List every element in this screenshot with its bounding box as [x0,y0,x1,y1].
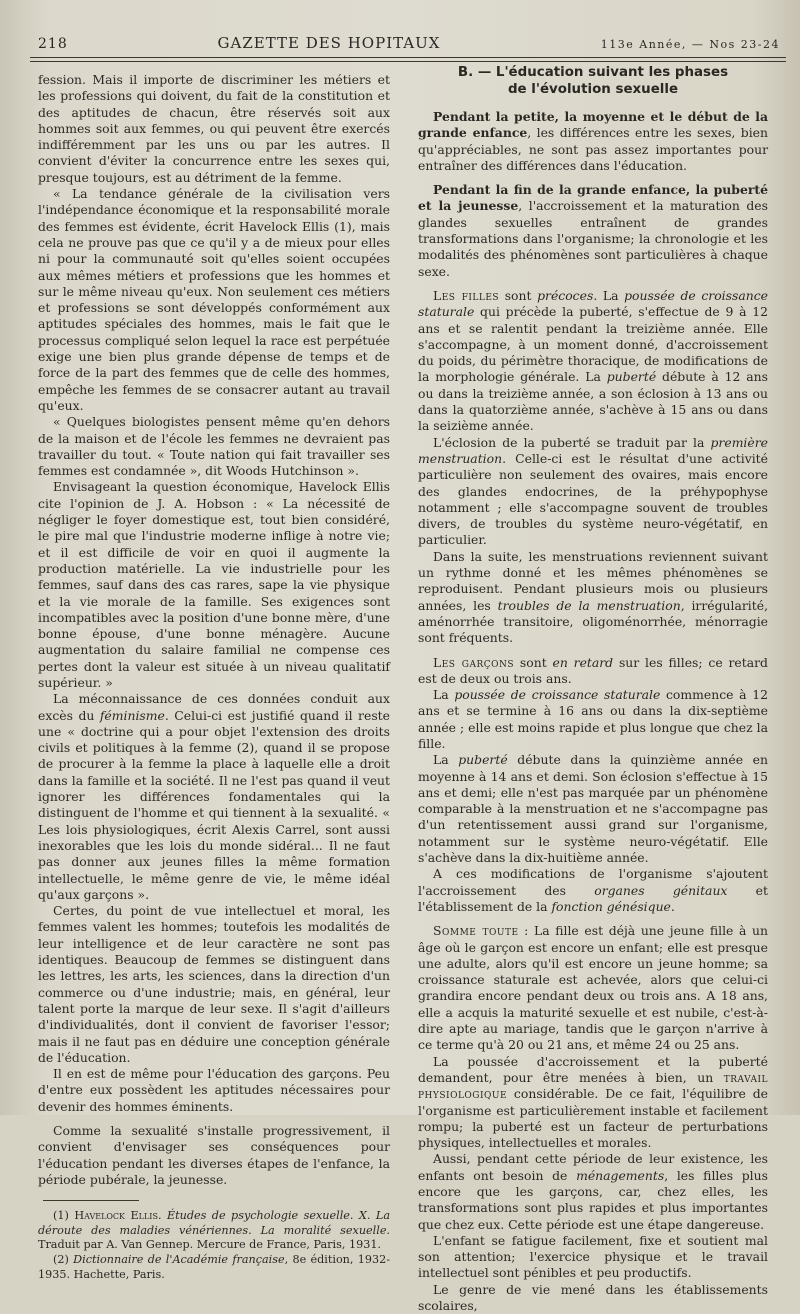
text-run: , irrégularité, aménorrhée transitoire, oligoménorrhée, ménorragie sont fréquents. [418,597,769,646]
text-run: L'éclosion de la puberté se traduit par la [433,434,711,450]
footnotes [38,1209,390,1282]
text-run: , les filles plus encore que les garçons, car, chez elles, les transformations sont plus rapides et plus importantes que chez eux. Cette période est une étape dangereuse. [418,1167,768,1232]
small-caps-lead: Les garçons [433,654,515,670]
footnote-author: Havelock Ellis [74,1209,158,1223]
paragraph [418,923,768,1053]
italic-term: puberté [606,369,657,385]
paragraph [418,1054,768,1152]
paragraph [418,288,768,435]
text-run: La [433,687,455,703]
text-run: commence à 12 ans et se termine à 16 ans ou dans la dix-septième année ; elle est moins rapide et plus longue que chez la fille. [418,687,768,751]
footnote-1 [38,1209,390,1253]
text-run: La poussée d'accroissement et la puberté demandent, pour être menées à bien, un [418,1053,768,1085]
paragraph [418,435,768,549]
paragraph [418,687,768,752]
footnote-2 [38,1253,390,1282]
text-run: : La fille est déjà une jeune fille à un âge où le garçon est encore un enfant; elle est presque une adulte, alors qu'il est encore un jeune homme; sa croissance staturale est achevée, alors que celui-ci grandira encore pendant deux ou trois ans. A 18 ans, elle a acquis la maturité sexuelle et est nubile, c'est-à-dire apte au mariage, tandis que le garçon n'arrive à ce terme qu'à 20 ou 21 ans, et même 24 ou 25 ans. [418,923,768,1053]
paragraph [418,549,768,647]
italic-term: poussée de croissance staturale [454,687,661,703]
italic-term: ménagements [576,1167,665,1183]
text-run: , les différences entre les sexes, bien qu'appréciables, ne sont pas assez importantes pour entraîner des différences dans l'éducation. [418,125,768,173]
italic-term: troubles de la menstruation [497,597,681,613]
paragraph [418,1151,768,1232]
footnote-text: , 8e édition, 1932-1935. Hachette, Paris. [38,1252,390,1281]
small-caps-lead: Les filles [433,287,500,303]
footnote-number: (1) [53,1209,75,1223]
text-run: La méconnaissance de ces données conduit aux excès du [38,691,390,723]
small-caps-term: travail physiologique [418,1069,768,1102]
page-header [38,34,780,54]
paragraph: Comme la sexualité s'installe progressivement, il convient d'envisager ses conséquences pour l'éducation pendant les diverses étapes de l'enfance, la période pubérale, la jeunesse. [38,1123,390,1187]
footnote-title: . Études de psychologie sexuelle. X. La déroute des maladies vénériennes. La moralité sexuelle. [38,1209,390,1237]
text-run: sont [499,287,538,303]
text-run: qui précède la puberté, s'effectue de 9 à 12 ans et se ralentit pendant la treizième année. Elle s'accompagne, à un moment donné, d'accroissement du poids, du périmètre thoracique, de modifications de la morphologie générale. La [418,304,768,385]
text-run: et l'établissement de la [418,882,768,914]
paragraph: Le genre de vie mené dans les établissements scolaires, [418,1281,768,1314]
text-run: . Celle-ci est le résultat d'une activité particulière non seulement des ovaires, mais encore des glandes endocrines, de la préhypophyse notamment ; elle s'accompagne souvent de troubles divers, de troubles du système neuro-végétatif, en particulier. [418,450,768,548]
footnote-rule [43,1200,139,1201]
italic-term: précoces [537,287,594,303]
text-run: . [670,898,675,914]
footnote-title: Dictionnaire de l'Académie française [73,1252,285,1266]
italic-term: puberté [458,752,508,768]
paragraph [418,182,768,280]
paragraph: Envisageant la question économique, Havelock Ellis cite l'opinion de J. A. Hobson : « La nécessité de négliger le foyer domestique est, tout bien considéré, le pire mal que l'industrie moderne inflige à notre vie; et il est difficile de voir en quoi il augmente la production matérielle. La vie industrielle pour les femmes, sauf dans des cas rares, sape la vie physique et la vie morale de la famille. Ses exigences sont incompatibles avec la position d'une bonne mère, d'une bonne épouse, d'une bonne ménagère. Aucune augmentation du salaire familial ne compense ces pertes dont la valeur est située à un niveau qualitatif supérieur. » [38,479,390,690]
section-title-line-2: de l'évolution sexuelle [507,82,679,97]
text-run: La [433,752,459,768]
page-number: 218 [38,36,68,52]
text-run: A ces modifications de l'organisme s'ajoutent l'accroissement des [418,866,768,898]
small-caps-lead: Somme toute [433,923,519,939]
text-run: sur les filles; ce retard est de deux ou trois ans. [418,654,768,686]
text-run: sont [514,654,553,670]
text-run: . La [593,287,625,303]
paragraph [418,109,768,174]
journal-title: GAZETTE DES HOPITAUX [217,34,441,52]
paragraph [38,691,390,903]
paragraph [418,655,768,688]
left-column [38,72,390,1282]
text-run: débute à 12 ans ou dans la treizième année, a son éclosion à 13 ans ou dans la quatorzième année, s'achève à 15 ans ou dans la seizième année. [418,369,769,434]
section-title [418,64,768,98]
text-run: , l'accroissement et la maturation des glandes sexuelles entraînent de grandes transformations dans l'organisme; la chronologie et les modalités des phénomènes sont particulières à chaque sexe. [418,198,769,279]
text-run: débute dans la quinzième année en moyenne à 14 ans et demi. Son éclosion s'effectue à 15 ans et demi; elle n'est pas marquée par un phénomène comparable à la menstruation et ne s'accompagne pas d'un retentissement aussi grand sur l'organisme, notamment sur le système neuro-végétatif. Elle s'achève dans la dix-huitième année. [418,752,768,866]
footnote-number: (2) [53,1252,74,1266]
italic-term: fonction génésique [551,898,671,914]
bold-lead: Pendant la petite, la moyenne et le début de la grande enfance [418,109,768,141]
paragraph: Il en est de même pour l'éducation des garçons. Peu d'entre eux possèdent les aptitudes nécessaires pour devenir des hommes éminents. [38,1066,390,1114]
italic-term: poussée de croissance staturale [418,287,769,320]
paragraph: L'enfant se fatigue facilement, fixe et soutient mal son attention; l'exercice physique et le travail intellectuel sont pénibles et peu productifs. [418,1232,768,1281]
italic-term: féminisme [99,707,165,723]
issue-info: 113e Année, — Nos 23-24 [600,38,780,51]
text-run: considérable. De ce fait, l'équilibre de l'organisme est particulièrement instable et facilement rompu; la puberté est un facteur de perturbations physiques, intellectuelles et morales. [418,1086,768,1151]
paragraph [418,866,768,915]
bold-lead: Pendant la fin de la grande enfance, la puberté et la jeunesse [418,182,768,214]
paragraph: « Quelques biologistes pensent même qu'en dehors de la maison et de l'école les femmes ne devraient pas travailler du tout. « Toute nation qui fait travailler ses femmes est condamnée », dit Woods Hutchinson ». [38,414,390,479]
paragraph: Certes, du point de vue intellectuel et moral, les femmes valent les hommes; toutefois les modalités de leur intelligence et de leur caractère ne sont pas identiques. Beaucoup de femmes se distinguent dans les lettres, les arts, les sciences, dans la direction d'un commerce ou d'une industrie; mais, en général, leur talent porte la marque de leur sexe. Il s'agit d'ailleurs d'individualités, dont il convient de favoriser l'essor; mais il ne faut pas en déduire une conception générale de l'éducation. [38,903,390,1065]
text-run: Aussi, pendant cette période de leur existence, les enfants ont besoin de [418,1151,768,1183]
paragraph: fession. Mais il importe de discriminer les métiers et les professions qui doivent, du fait de la constitution et des aptitudes de chacun, être réservés soit aux hommes soit aux femmes, ou qui peuvent être exercés indifféremment par les uns ou par les autres. Il convient d'éviter la concurrence entre les sexes qui, presque toujours, est au détriment de la femme. [38,72,390,185]
header-rule [30,57,786,62]
footnote-text: Traduit par A. Van Gennep. Mercure de France, Paris, 1931. [38,1238,381,1252]
text-run: . Celui-ci est justifié quand il reste une « doctrine qui a pour objet l'extension des droits civils et politiques à la femme (2), quand il se propose de procurer à la femme la place à laquelle elle a droit dans la famille et la société. Il ne l'est pas quand il veut ignorer les différences fondamentales qui la distinguent de l'homme et qui tiennent à la sexualité. « Les lois physiologiques, écrit Alexis Carrel, sont aussi inexorables que les lois du monde sidéral... Il ne faut pas donner aux jeunes filles la même formation intellectuelle, le même genre de vie, le même idéal qu'aux garçons ». [38,707,390,902]
right-column [418,64,768,1314]
italic-term: en retard [552,654,614,670]
paragraph [418,752,768,866]
text-run: Dans la suite, les menstruations reviennent suivant un rythme donné et les mêmes phénomènes se reproduisent. Pendant plusieurs mois ou plusieurs années, les [418,548,768,613]
italic-term: organes génitaux [594,882,728,898]
section-title-line-1: B. — L'éducation suivant les phases [457,65,729,80]
paragraph: « La tendance générale de la civilisation vers l'indépendance économique et la responsabilité morale des femmes est évidente, écrit Havelock Ellis (1), mais cela ne prouve pas que ce qu'il y a de mieux pour elles ni pour la communauté soit qu'elles soient occupées aux mêmes métiers et professions que les hommes et sur le même niveau qu'eux. Non seulement ces métiers et professions se sont développés conformément aux aptitudes spéciales des hommes, mais le fait que le processus compliqué selon lequel la race est perpétuée exige une bien plus grande dépense de temps et de force de la part des femmes que de celle des hommes, empêche les femmes de se consacrer autant au travail qu'eux. [38,186,390,413]
italic-term: première menstruation [418,434,768,466]
